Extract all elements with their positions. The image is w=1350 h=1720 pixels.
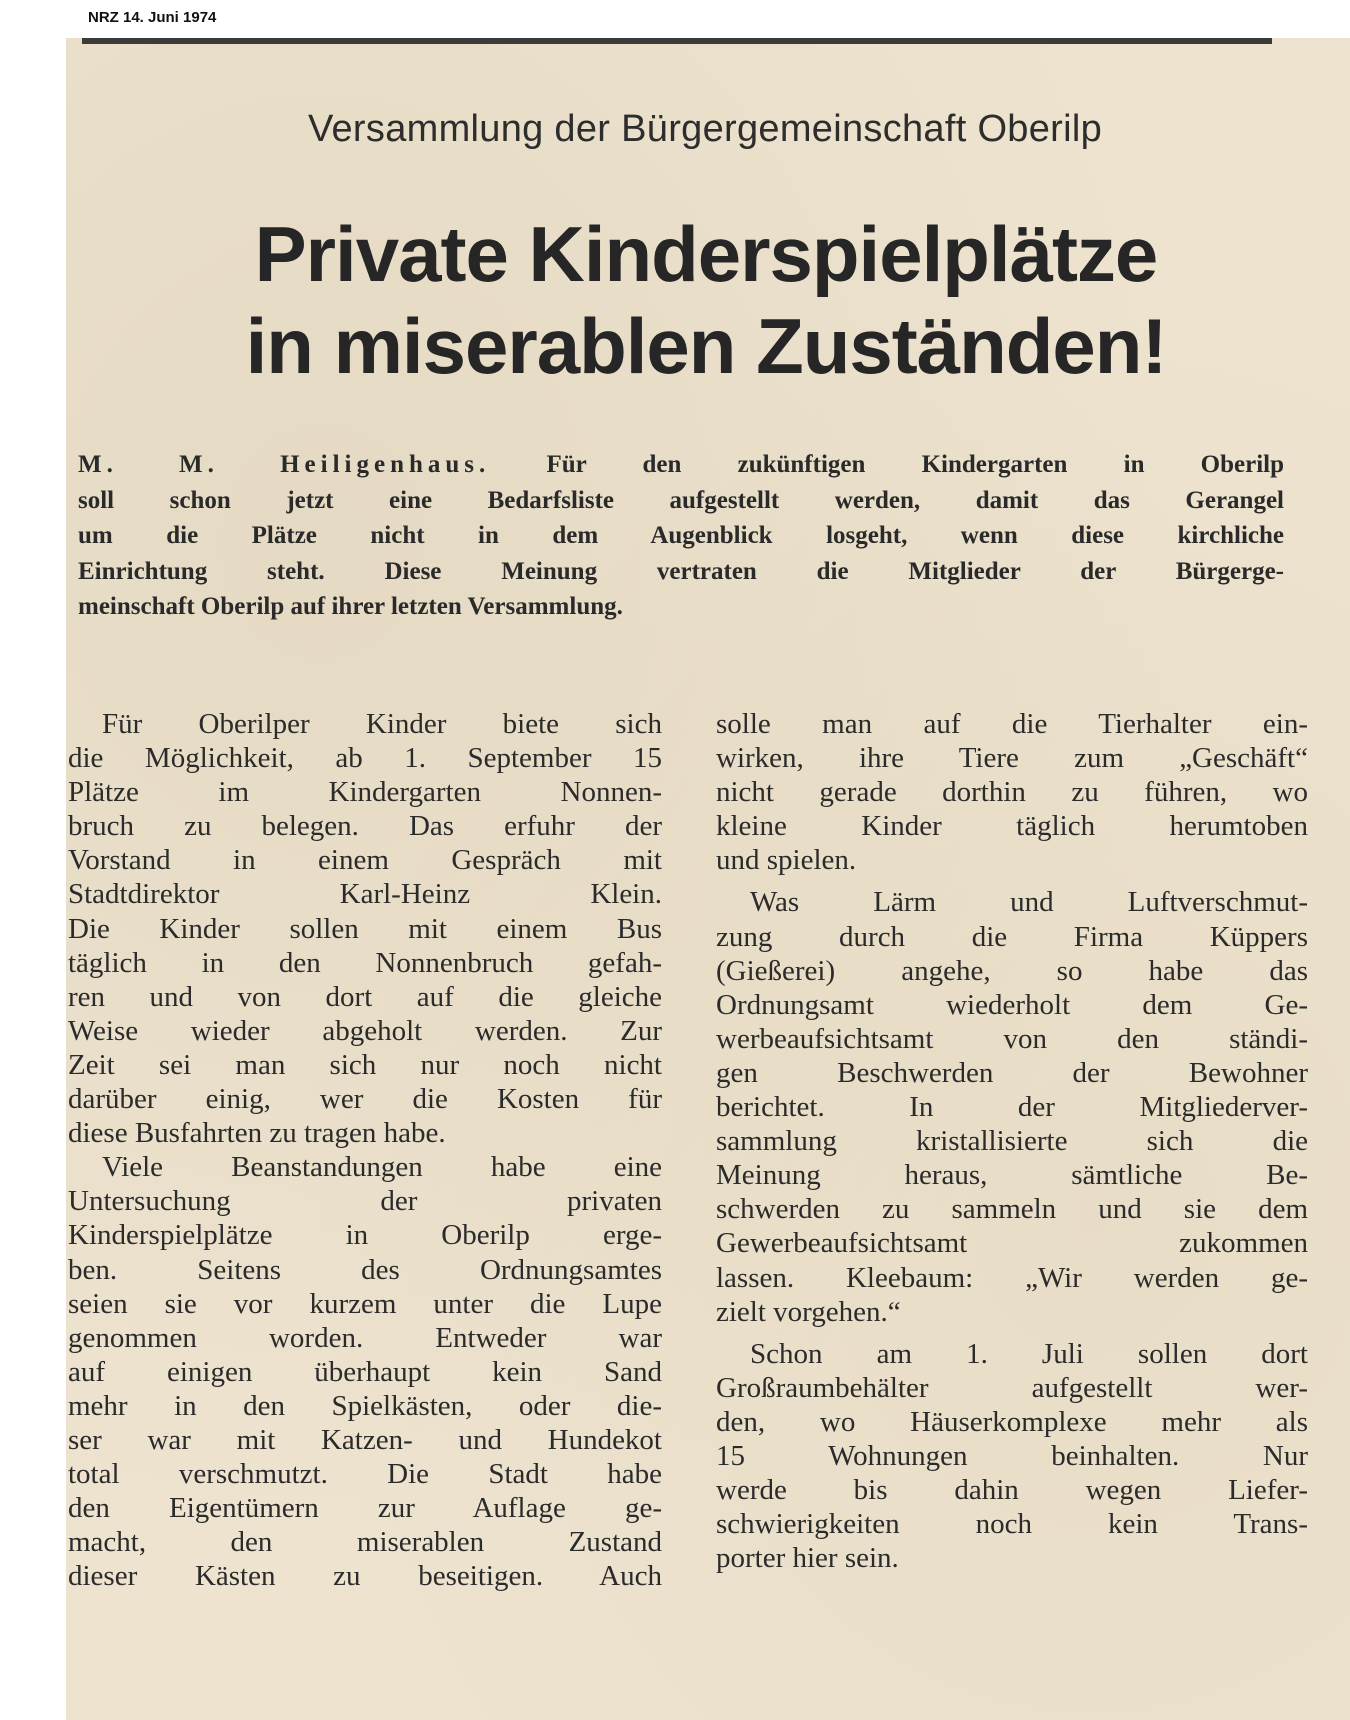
text-line: Viele Beanstandungen habe eine	[102, 1151, 662, 1184]
text-line: ser war mit Katzen- und Hundekot	[68, 1423, 662, 1456]
main-headline	[96, 208, 1316, 392]
text-line: Gewerbeaufsichtsamt zukommen	[716, 1227, 1308, 1260]
lead-line: um die Plätze nicht in dem Augenblick losgeht, wenn diese kirchliche	[78, 522, 1284, 549]
text-line: diese Busfahrten zu tragen habe.	[68, 1117, 446, 1150]
text-line: Plätze im Kindergarten Nonnen-	[68, 776, 662, 809]
text-line: ben. Seitens des Ordnungsamtes	[68, 1253, 662, 1286]
text-line: 15 Wohnungen beinhalten. Nur	[716, 1439, 1308, 1472]
text-line: berichtet. In der Mitgliederver-	[716, 1091, 1308, 1124]
lead-line: M. M. Heiligenhaus. Für den zukünftigen Kindergarten in Oberilp	[78, 451, 1285, 478]
source-label: NRZ 14. Juni 1974	[88, 9, 217, 26]
text-line: schwerden zu sammeln und sie dem	[716, 1193, 1308, 1226]
text-line: sammlung kristallisierte sich die	[716, 1125, 1308, 1158]
lead-paragraph	[78, 447, 1284, 625]
text-line: schwierigkeiten noch kein Trans-	[716, 1508, 1308, 1541]
text-line: porter hier sein.	[716, 1542, 899, 1575]
text-line: mehr in den Spielkästen, oder die-	[68, 1389, 662, 1422]
text-line: Die Kinder sollen mit einem Bus	[68, 912, 662, 945]
headline-line-1: Private Kinderspielplätze	[254, 210, 1158, 298]
paragraph-gap	[716, 877, 1308, 885]
paragraph-gap	[716, 1329, 1308, 1337]
headline-line-2: in miserablen Zuständen!	[245, 302, 1167, 390]
text-line: Stadtdirektor Karl-Heinz Klein.	[68, 878, 662, 911]
text-line: dieser Kästen zu beseitigen. Auch	[68, 1560, 662, 1593]
text-line: bruch zu belegen. Das erfuhr der	[68, 810, 662, 843]
text-line: Für Oberilper Kinder biete sich	[102, 708, 662, 740]
byline: M. M. Heiligenhaus.	[78, 451, 491, 478]
text-line: Zeit sei man sich nur noch nicht	[68, 1048, 662, 1081]
text-line: auf einigen überhaupt kein Sand	[68, 1355, 662, 1388]
text-line: Untersuchung der privaten	[68, 1185, 662, 1218]
text-line: Kinderspielplätze in Oberilp erge-	[68, 1219, 662, 1252]
text-line: Was Lärm und Luftverschmut-	[750, 886, 1308, 919]
article-column-left	[68, 707, 662, 1593]
text-line: wirken, ihre Tiere zum „Geschäft“	[716, 742, 1308, 775]
text-line: zielt vorgehen.“	[716, 1295, 901, 1328]
text-line: den Eigentümern zur Auflage ge-	[68, 1492, 662, 1525]
text-line: genommen worden. Entweder war	[68, 1321, 662, 1354]
text-line: (Gießerei) angehe, so habe das	[716, 954, 1308, 987]
text-line: Meinung heraus, sämtliche Be-	[716, 1159, 1308, 1192]
text-line: nicht gerade dorthin zu führen, wo	[716, 776, 1308, 809]
text-line: seien sie vor kurzem unter die Lupe	[68, 1287, 662, 1320]
article-column-right	[716, 707, 1308, 1575]
text-line: und spielen.	[716, 844, 857, 877]
text-line: total verschmutzt. Die Stadt habe	[68, 1458, 662, 1491]
text-line: Weise wieder abgeholt werden. Zur	[68, 1014, 662, 1047]
text-line: Ordnungsamt wiederholt dem Ge-	[716, 988, 1308, 1021]
text-line: Vorstand in einem Gespräch mit	[68, 844, 662, 877]
text-line: täglich in den Nonnenbruch gefah-	[68, 946, 662, 979]
text-line: lassen. Kleebaum: „Wir werden ge-	[716, 1261, 1308, 1294]
text-line: Schon am 1. Juli sollen dort	[750, 1337, 1308, 1370]
text-line: die Möglichkeit, ab 1. September 15	[68, 742, 662, 775]
text-line: ren und von dort auf die gleiche	[68, 980, 662, 1013]
text-line: Großraumbehälter aufgestellt wer-	[716, 1371, 1308, 1404]
text-line: zung durch die Firma Küppers	[716, 920, 1308, 953]
text-line: darüber einig, wer die Kosten für	[68, 1083, 662, 1116]
text-line: gen Beschwerden der Bewohner	[716, 1056, 1308, 1089]
lead-line: soll schon jetzt eine Bedarfsliste aufgestellt werden, damit das Gerangel	[78, 486, 1284, 514]
lead-line: meinschaft Oberilp auf ihrer letzten Versammlung.	[78, 593, 623, 620]
text-line: solle man auf die Tierhalter ein-	[716, 708, 1308, 740]
text-line: den, wo Häuserkomplexe mehr als	[716, 1405, 1308, 1438]
text-line: werde bis dahin wegen Liefer-	[716, 1474, 1308, 1507]
top-rule	[82, 38, 1272, 44]
lead-line: Einrichtung steht. Diese Meinung vertraten die Mitglieder der Bürgerge-	[78, 557, 1284, 585]
text-line: kleine Kinder täglich herumtoben	[716, 810, 1308, 843]
kicker-headline: Versammlung der Bürgergemeinschaft Oberilp	[307, 108, 1103, 150]
text-line: werbeaufsichtsamt von den ständi-	[716, 1022, 1308, 1055]
text-line: macht, den miserablen Zustand	[68, 1526, 662, 1559]
